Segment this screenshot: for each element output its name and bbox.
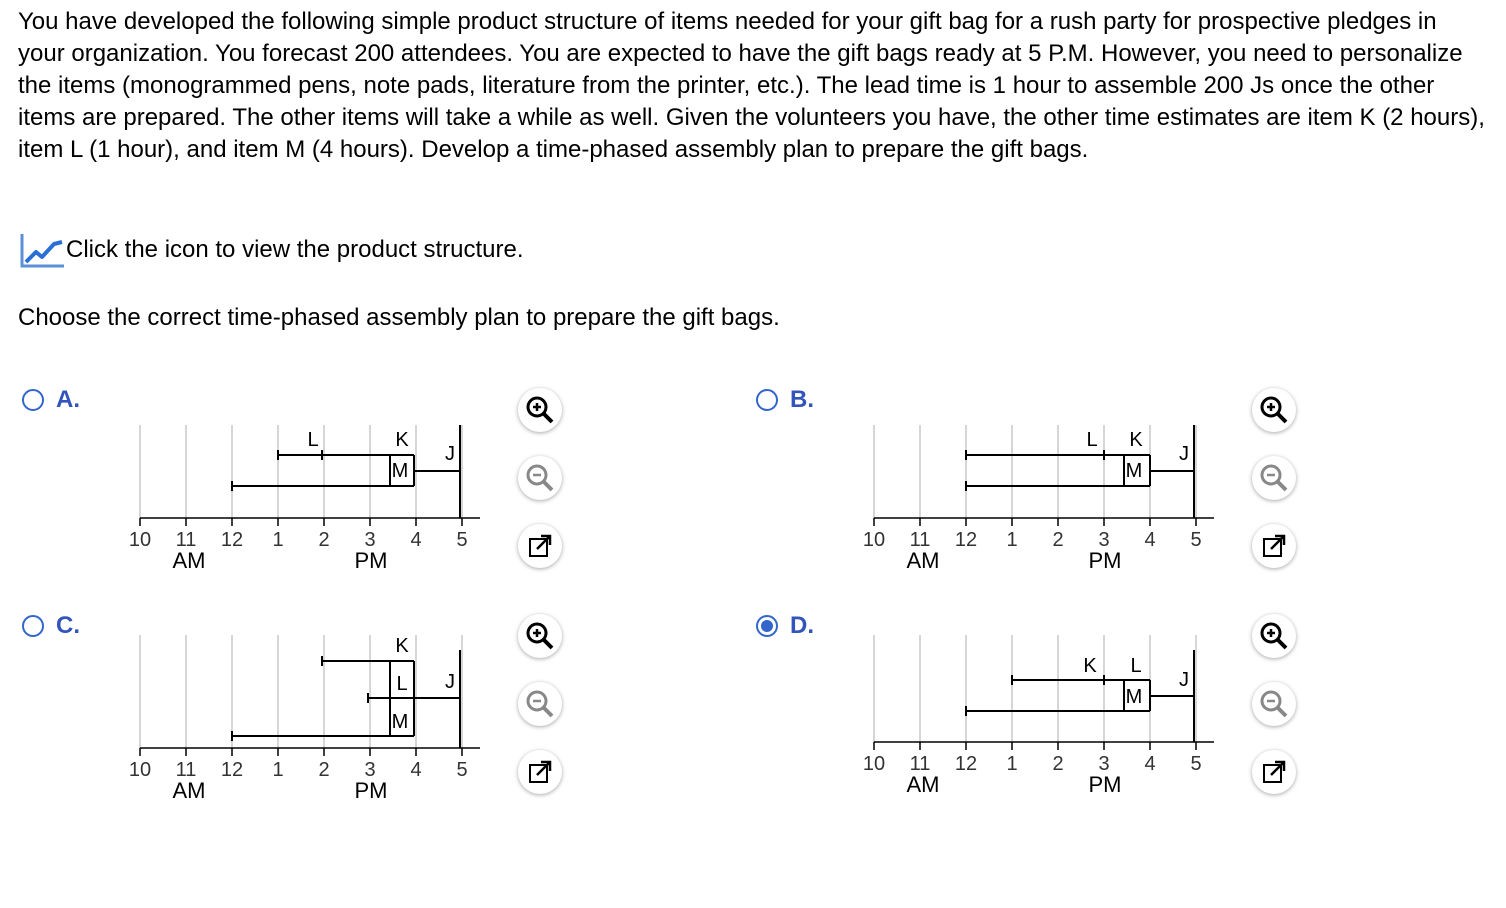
item-j-bar [1150, 425, 1194, 518]
tick-label: 10 [128, 759, 152, 781]
svg-text:J: J [445, 671, 455, 693]
tick-label: 5 [456, 759, 468, 781]
svg-text:M: M [1125, 460, 1143, 482]
tick-label: 11 [175, 529, 197, 551]
item-l-bar [1104, 655, 1150, 680]
option-c-radio[interactable] [22, 615, 44, 637]
option-d-selected-dot [761, 620, 773, 632]
item-m-bar [232, 711, 414, 741]
tick-label: 12 [954, 753, 978, 775]
tick-label: 2 [1052, 529, 1064, 551]
option-a-radio[interactable] [22, 389, 44, 411]
option-b-radio[interactable] [756, 389, 778, 411]
product-structure-link-text[interactable]: Click the icon to view the product structure. [66, 236, 524, 263]
svg-text:K: K [395, 429, 409, 451]
tick-label: 3 [364, 759, 376, 781]
option-b-chart [854, 420, 1214, 580]
tick-label: 2 [1052, 753, 1064, 775]
tick-label: 12 [954, 529, 978, 551]
tick-label: 2 [318, 529, 330, 551]
tick-label: 11 [909, 529, 931, 551]
tick-label: 1 [272, 529, 284, 551]
item-l-bar [966, 429, 1104, 460]
tick-label: 11 [909, 753, 931, 775]
svg-text:J: J [1179, 443, 1189, 465]
zoom-in-icon [525, 621, 555, 651]
zoom-out-icon [1259, 689, 1289, 719]
popout-button-b[interactable] [1252, 524, 1296, 568]
popout-icon [1261, 759, 1287, 785]
popout-button-d[interactable] [1252, 750, 1296, 794]
zoom-out-button-c[interactable] [518, 682, 562, 726]
item-j-bar [414, 425, 460, 518]
zoom-out-icon [1259, 463, 1289, 493]
option-d-label: D. [790, 612, 814, 639]
am-label: AM [906, 548, 940, 573]
item-k-bar [1104, 429, 1150, 455]
tick-label: 4 [410, 529, 422, 551]
svg-text:M: M [391, 711, 409, 733]
svg-text:M: M [391, 460, 409, 482]
zoom-out-button-d[interactable] [1252, 682, 1296, 726]
tick-label: 2 [318, 759, 330, 781]
tick-label: 10 [862, 529, 886, 551]
item-l-bar [278, 429, 322, 460]
tick-label: 1 [1006, 529, 1018, 551]
svg-text:M: M [1125, 686, 1143, 708]
tick-label: 4 [1144, 753, 1156, 775]
option-a[interactable] [22, 386, 80, 414]
tick-label: 3 [1098, 529, 1110, 551]
zoom-in-button-b[interactable] [1252, 388, 1296, 432]
svg-text:J: J [1179, 669, 1189, 691]
popout-button-a[interactable] [518, 524, 562, 568]
item-k-bar [322, 429, 414, 455]
tick-label: 3 [364, 529, 376, 551]
zoom-out-button-b[interactable] [1252, 456, 1296, 500]
tick-label: 10 [128, 529, 152, 551]
item-k-bar [322, 635, 414, 666]
svg-text:K: K [1083, 655, 1097, 677]
option-a-label: A. [56, 386, 80, 413]
option-d[interactable] [756, 612, 814, 640]
svg-text:L: L [396, 673, 408, 695]
svg-text:K: K [395, 635, 409, 657]
tick-label: 5 [1190, 753, 1202, 775]
zoom-out-icon [525, 463, 555, 493]
zoom-in-icon [525, 395, 555, 425]
am-label: AM [172, 548, 206, 573]
pm-label: PM [354, 548, 388, 573]
tick-label: 5 [456, 529, 468, 551]
tick-label: 10 [862, 753, 886, 775]
tick-label: 4 [1144, 529, 1156, 551]
popout-icon [1261, 533, 1287, 559]
svg-text:K: K [1129, 429, 1143, 451]
zoom-in-icon [1259, 395, 1289, 425]
option-c-chart [120, 630, 480, 810]
tick-label: 12 [220, 529, 244, 551]
svg-text:J: J [445, 443, 455, 465]
svg-text:L: L [1086, 429, 1098, 451]
item-j-bar [414, 650, 460, 748]
zoom-in-button-a[interactable] [518, 388, 562, 432]
item-j-bar [1150, 650, 1194, 742]
zoom-out-icon [525, 689, 555, 719]
tick-label: 3 [1098, 753, 1110, 775]
popout-icon [527, 759, 553, 785]
svg-text:L: L [1130, 655, 1142, 677]
option-c[interactable] [22, 612, 80, 640]
zoom-out-button-a[interactable] [518, 456, 562, 500]
option-d-radio[interactable] [756, 615, 778, 637]
option-d-chart [854, 630, 1214, 810]
tick-label: 5 [1190, 529, 1202, 551]
question-text: You have developed the following simple product structure of items needed for your gift bag for a rush party for prospective pledges in your organization. You forecast 200 attendees. You are expected to have the gift bags ready at 5 P.M. However, you need to personalize the items (monogrammed pens, note pads, literature from the printer, etc.). The lead time is 1 hour to assemble 200 Js once the other items are prepared. The other items will take a while as well. Given the volunteers you have, the other time estimates are item K (2 hours), item L (1 hour), and item M (4 hours). Develop a time-phased assembly plan to prepare the gift bags. [18, 8, 1485, 163]
item-m-bar [232, 460, 414, 491]
tick-label: 12 [220, 759, 244, 781]
am-label: AM [906, 772, 940, 797]
question-prompt: Choose the correct time-phased assembly plan to prepare the gift bags. [18, 304, 780, 331]
tick-label: 4 [410, 759, 422, 781]
zoom-in-icon [1259, 621, 1289, 651]
zoom-in-button-d[interactable] [1252, 614, 1296, 658]
tick-label: 11 [175, 759, 197, 781]
chart-line-icon[interactable] [18, 232, 66, 268]
tick-label: 1 [272, 759, 284, 781]
zoom-in-button-c[interactable] [518, 614, 562, 658]
product-structure-link[interactable] [18, 232, 524, 268]
tick-label: 1 [1006, 753, 1018, 775]
option-a-chart [120, 420, 480, 580]
option-c-label: C. [56, 612, 80, 639]
am-label: AM [172, 778, 206, 803]
popout-icon [527, 533, 553, 559]
popout-button-c[interactable] [518, 750, 562, 794]
option-b-label: B. [790, 386, 814, 413]
option-b[interactable] [756, 386, 814, 414]
pm-label: PM [354, 778, 388, 803]
pm-label: PM [1088, 548, 1122, 573]
svg-text:L: L [307, 429, 319, 451]
pm-label: PM [1088, 772, 1122, 797]
